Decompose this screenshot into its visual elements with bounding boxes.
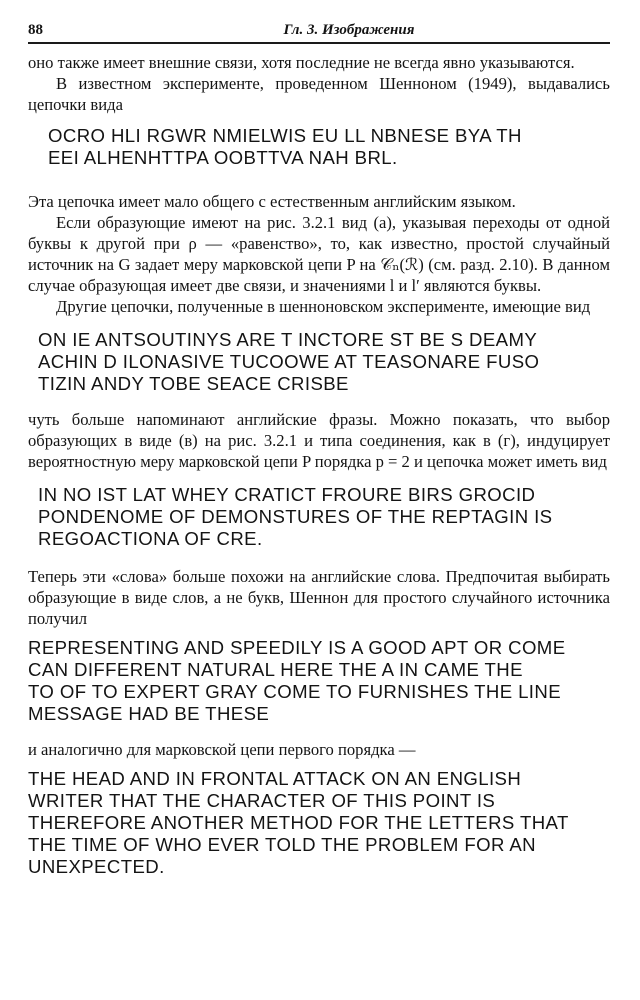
page-number: 88: [28, 22, 43, 38]
running-title: Гл. 3. Изображения: [283, 22, 415, 38]
paragraph-other-strings: Другие цепочки, полученные в шенноновском эксперименте, имеющие вид: [56, 297, 591, 316]
paragraph-words-generators: Теперь эти «слова» больше похожи на английские слова. Предпочитая выбирать образующие в виде слов, а не букв, Шеннон для простого случайного источника получил: [28, 567, 610, 628]
paragraph-first-order-markov: и аналогично для марковской цепи первого порядка —: [28, 740, 416, 759]
sample-string-third-order: [38, 484, 610, 550]
sample-line: TO OF TO EXPERT GRAY COME TO FURNISHES THE LINE: [28, 681, 562, 702]
sample-line: CAN DIFFERENT NATURAL HERE THE A IN CAME THE: [28, 659, 523, 680]
sample-line: ON IE ANTSOUTINYS ARE T INCTORE ST BE S DEAMY: [38, 329, 538, 350]
sample-string-letters: [48, 125, 610, 169]
sample-line: REPRESENTING AND SPEEDILY IS A GOOD APT OR COME: [28, 637, 566, 658]
sample-line: THEREFORE ANOTHER METHOD FOR THE LETTERS THAT: [28, 812, 569, 833]
sample-line: PONDENOME OF DEMONSTURES OF THE REPTAGIN IS: [38, 506, 553, 527]
sample-line: THE HEAD AND IN FRONTAL ATTACK ON AN ENGLISH: [28, 768, 522, 789]
sample-line: WRITER THAT THE CHARACTER OF THIS POINT IS: [28, 790, 496, 811]
paragraph-generators-markov: Если образующие имеют на рис. 3.2.1 вид (а), указывая переходы от одной буквы к другой при ρ — «равенство», то, как известно, простой случайный источник на G задает меру марковской цепи P на 𝒞ₙ(ℛ) (см. разд. 2.10). В данном случае образующая имеет две связи, и значениями l и l′ являются буквы.: [28, 213, 610, 295]
paragraph-intro: оно также имеет внешние связи, хотя последние не всегда явно указываются.: [28, 53, 575, 72]
sample-line: UNEXPECTED.: [28, 856, 165, 877]
page-header: [28, 22, 610, 44]
sample-line: ACHIN D ILONASIVE TUCOOWE AT TEASONARE FUSO: [38, 351, 540, 372]
sample-line: THE TIME OF WHO EVER TOLD THE PROBLEM FOR AN: [28, 834, 537, 855]
paragraph-shannon-experiment: В известном эксперименте, проведенном Шенноном (1949), выдавались цепочки вида: [28, 74, 610, 114]
sample-string-words: [28, 637, 610, 725]
paragraph-markov-order-two: чуть больше напоминают английские фразы. Можно показать, что выбор образующих в виде (в) на рис. 3.2.1 и типа соединения, как в (г), индуцирует вероятностную меру марковской цепи P порядка p = 2 и цепочка может иметь вид: [28, 410, 610, 471]
sample-line: REGOACTIONA OF CRE.: [38, 528, 263, 549]
sample-string-word-markov: [28, 768, 610, 878]
paragraph-little-in-common: Эта цепочка имеет мало общего с естественным английским языком.: [28, 192, 516, 211]
book-page: [28, 22, 610, 878]
sample-line: EEI ALHENHTTPA OOBTTVA NAH BRL.: [48, 147, 398, 168]
sample-string-second-order: [38, 329, 610, 395]
sample-line: MESSAGE HAD BE THESE: [28, 703, 270, 724]
sample-line: TIZIN ANDY TOBE SEACE CRISBE: [38, 373, 349, 394]
sample-line: OCRO HLI RGWR NMIELWIS EU LL NBNESE BYA TH: [48, 125, 522, 146]
sample-line: IN NO IST LAT WHEY CRATICT FROURE BIRS GROCID: [38, 484, 536, 505]
